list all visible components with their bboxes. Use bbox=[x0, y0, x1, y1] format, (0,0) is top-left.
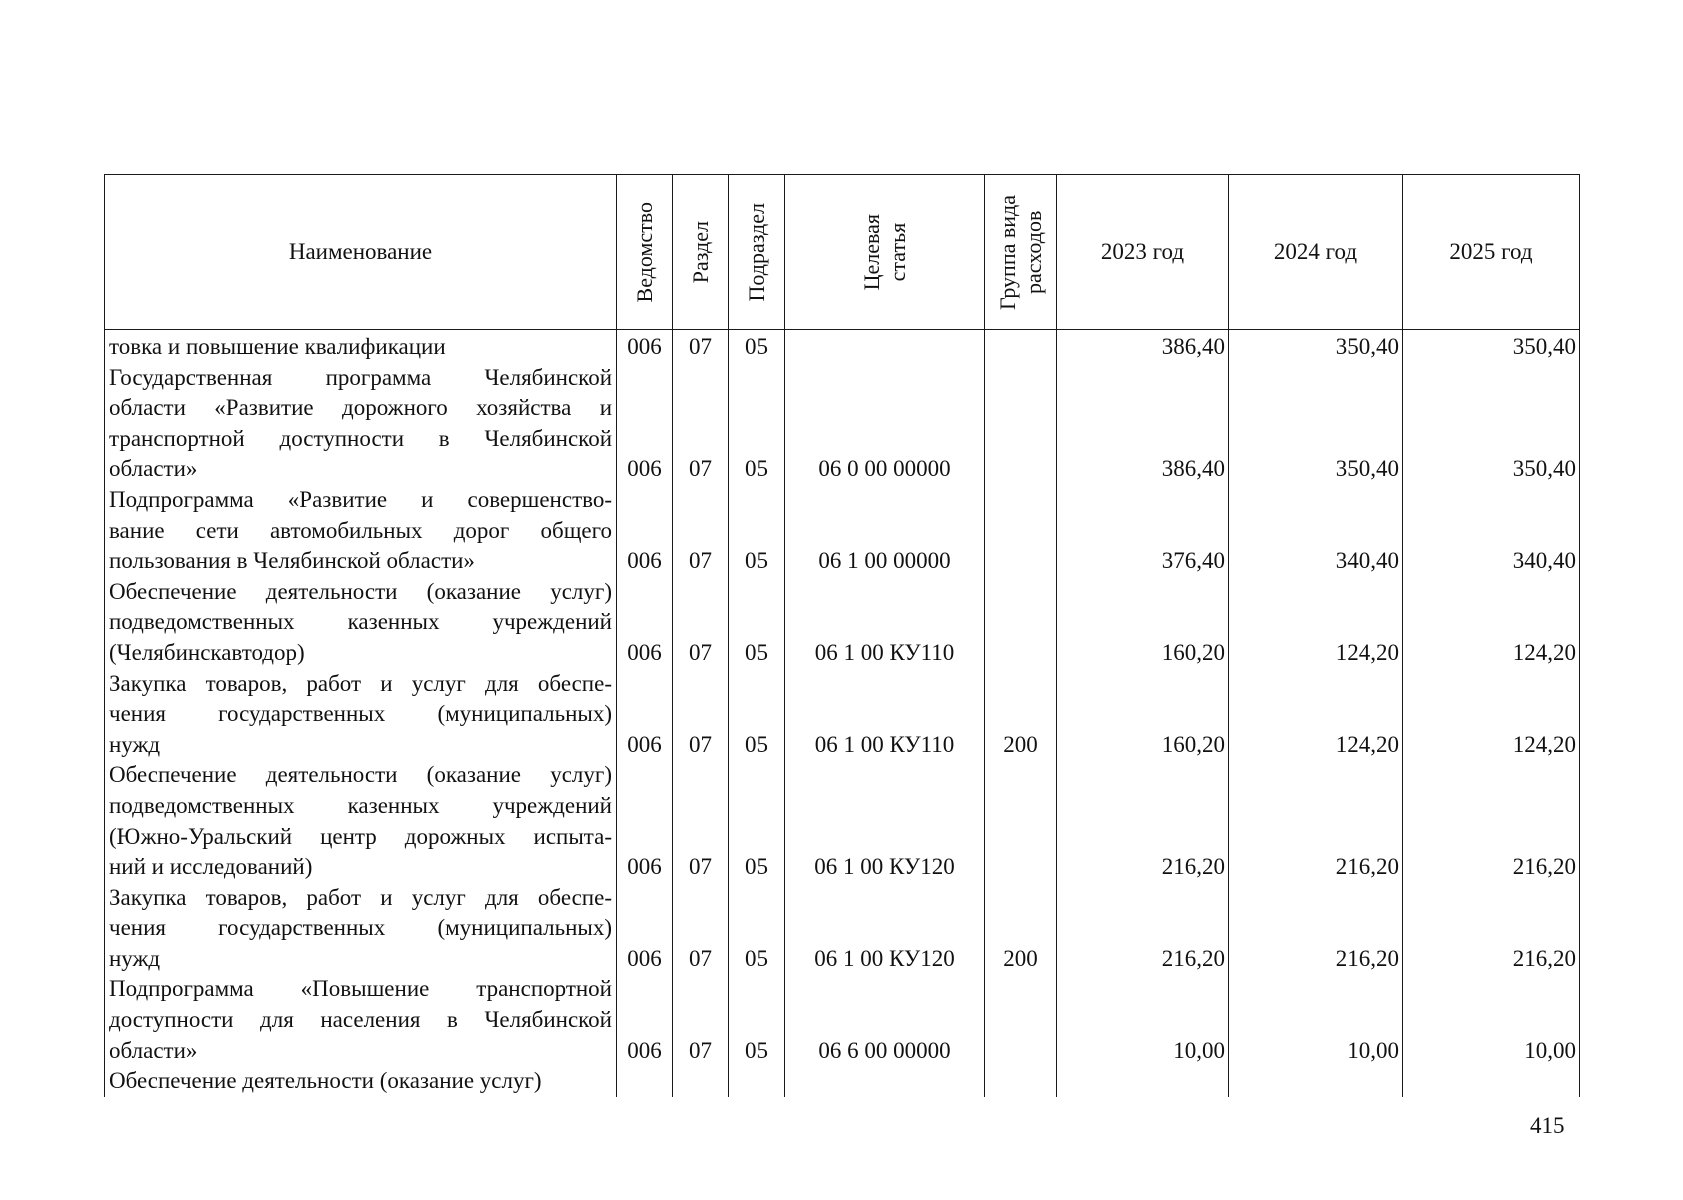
cell-y2024: 124,20 bbox=[1229, 577, 1403, 669]
cell-razdel: 07 bbox=[673, 760, 729, 882]
header-podrazdel bbox=[729, 175, 785, 330]
header-2025: 2025 год bbox=[1403, 175, 1580, 330]
cell-podrazdel: 05 bbox=[729, 363, 785, 485]
cell-name bbox=[105, 363, 617, 485]
cell-y2025: 216,20 bbox=[1403, 883, 1580, 975]
page-number: 415 bbox=[1530, 1113, 1565, 1138]
name-line: пользования в Челябинской области» bbox=[109, 548, 475, 574]
cell-y2025: 350,40 bbox=[1403, 330, 1580, 363]
name-line: Обеспечение деятельности (оказание услуг) bbox=[109, 762, 612, 788]
table-row bbox=[105, 883, 1580, 975]
cell-podrazdel: 05 bbox=[729, 669, 785, 761]
cell-name bbox=[105, 760, 617, 882]
name-line: Закупка товаров, работ и услуг для обеспе- bbox=[109, 884, 612, 910]
table-row bbox=[105, 974, 1580, 1066]
cell-y2025: 216,20 bbox=[1403, 760, 1580, 882]
cell-name bbox=[105, 669, 617, 761]
name-line: транспортной доступности в Челябинской bbox=[109, 425, 612, 451]
cell-name bbox=[105, 883, 617, 975]
cell-y2025 bbox=[1403, 1066, 1580, 1097]
cell-y2024: 10,00 bbox=[1229, 974, 1403, 1066]
name-line: чения государственных (муниципальных) bbox=[109, 701, 612, 727]
name-line: подведомственных казенных учреждений bbox=[109, 609, 612, 635]
header-2023: 2023 год bbox=[1057, 175, 1229, 330]
table-row bbox=[105, 669, 1580, 761]
cell-vedomstvo: 006 bbox=[617, 760, 673, 882]
header-razdel bbox=[673, 175, 729, 330]
cell-y2024: 216,20 bbox=[1229, 883, 1403, 975]
cell-name bbox=[105, 1066, 617, 1097]
cell-y2024: 216,20 bbox=[1229, 760, 1403, 882]
cell-y2023: 216,20 bbox=[1057, 883, 1229, 975]
table-row bbox=[105, 485, 1580, 577]
cell-razdel: 07 bbox=[673, 330, 729, 363]
cell-razdel: 07 bbox=[673, 669, 729, 761]
cell-razdel: 07 bbox=[673, 577, 729, 669]
cell-name bbox=[105, 330, 617, 363]
cell-y2025: 10,00 bbox=[1403, 974, 1580, 1066]
cell-tselevaya: 06 6 00 00000 bbox=[785, 974, 985, 1066]
cell-gruppa bbox=[985, 974, 1057, 1066]
cell-tselevaya: 06 1 00 КУ110 bbox=[785, 669, 985, 761]
cell-name bbox=[105, 974, 617, 1066]
name-line: вание сети автомобильных дорог общего bbox=[109, 517, 612, 543]
cell-gruppa bbox=[985, 1066, 1057, 1097]
cell-podrazdel: 05 bbox=[729, 760, 785, 882]
cell-podrazdel bbox=[729, 1066, 785, 1097]
table-row bbox=[105, 363, 1580, 485]
name-line: (Челябинскавтодор) bbox=[109, 639, 305, 665]
name-line: Подпрограмма «Развитие и совершенство- bbox=[109, 486, 612, 512]
cell-razdel bbox=[673, 1066, 729, 1097]
cell-y2023: 386,40 bbox=[1057, 363, 1229, 485]
cell-gruppa bbox=[985, 330, 1057, 363]
cell-y2025: 124,20 bbox=[1403, 669, 1580, 761]
cell-gruppa bbox=[985, 363, 1057, 485]
cell-razdel: 07 bbox=[673, 485, 729, 577]
cell-gruppa bbox=[985, 577, 1057, 669]
cell-y2023: 216,20 bbox=[1057, 760, 1229, 882]
cell-y2024: 350,40 bbox=[1229, 363, 1403, 485]
cell-razdel: 07 bbox=[673, 883, 729, 975]
cell-y2023: 10,00 bbox=[1057, 974, 1229, 1066]
cell-podrazdel: 05 bbox=[729, 577, 785, 669]
name-line: Закупка товаров, работ и услуг для обеспе- bbox=[109, 670, 612, 696]
cell-gruppa: 200 bbox=[985, 883, 1057, 975]
header-gruppa-label: Группа вида расходов bbox=[994, 194, 1046, 310]
cell-vedomstvo: 006 bbox=[617, 883, 673, 975]
name-line: области» bbox=[109, 1037, 198, 1063]
cell-y2025: 124,20 bbox=[1403, 577, 1580, 669]
header-gruppa bbox=[985, 175, 1057, 330]
header-vedomstvo bbox=[617, 175, 673, 330]
name-line: Государственная программа Челябинской bbox=[109, 364, 612, 390]
header-tselevaya-label: Целевая статья bbox=[858, 213, 910, 291]
cell-y2023: 386,40 bbox=[1057, 330, 1229, 363]
cell-y2024 bbox=[1229, 1066, 1403, 1097]
header-vedomstvo-label: Ведомство bbox=[631, 201, 657, 303]
cell-y2023: 160,20 bbox=[1057, 669, 1229, 761]
cell-name bbox=[105, 485, 617, 577]
cell-tselevaya bbox=[785, 1066, 985, 1097]
header-podrazdel-label: Подраздел bbox=[743, 202, 769, 302]
cell-gruppa: 200 bbox=[985, 669, 1057, 761]
cell-vedomstvo: 006 bbox=[617, 669, 673, 761]
table-row bbox=[105, 577, 1580, 669]
cell-y2023: 376,40 bbox=[1057, 485, 1229, 577]
cell-vedomstvo: 006 bbox=[617, 974, 673, 1066]
name-line: Обеспечение деятельности (оказание услуг) bbox=[109, 578, 612, 604]
header-name: Наименование bbox=[105, 175, 617, 330]
cell-vedomstvo bbox=[617, 1066, 673, 1097]
cell-razdel: 07 bbox=[673, 363, 729, 485]
cell-y2025: 350,40 bbox=[1403, 363, 1580, 485]
cell-razdel: 07 bbox=[673, 974, 729, 1066]
cell-tselevaya: 06 1 00 КУ110 bbox=[785, 577, 985, 669]
budget-table bbox=[104, 174, 1580, 1097]
header-row bbox=[105, 175, 1580, 330]
cell-tselevaya bbox=[785, 330, 985, 363]
cell-vedomstvo: 006 bbox=[617, 577, 673, 669]
cell-name bbox=[105, 577, 617, 669]
cell-y2025: 340,40 bbox=[1403, 485, 1580, 577]
cell-y2023 bbox=[1057, 1066, 1229, 1097]
name-line: области «Развитие дорожного хозяйства и bbox=[109, 395, 612, 421]
name-line: нужд bbox=[109, 731, 161, 757]
cell-vedomstvo: 006 bbox=[617, 485, 673, 577]
cell-y2023: 160,20 bbox=[1057, 577, 1229, 669]
cell-podrazdel: 05 bbox=[729, 883, 785, 975]
header-tselevaya bbox=[785, 175, 985, 330]
cell-tselevaya: 06 1 00 КУ120 bbox=[785, 760, 985, 882]
name-line: нужд bbox=[109, 945, 161, 971]
name-line: подведомственных казенных учреждений bbox=[109, 792, 612, 818]
cell-y2024: 124,20 bbox=[1229, 669, 1403, 761]
cell-gruppa bbox=[985, 760, 1057, 882]
cell-tselevaya: 06 1 00 КУ120 bbox=[785, 883, 985, 975]
cell-podrazdel: 05 bbox=[729, 974, 785, 1066]
name-line: области» bbox=[109, 456, 198, 482]
header-2024: 2024 год bbox=[1229, 175, 1403, 330]
table-body bbox=[105, 330, 1580, 1097]
cell-vedomstvo: 006 bbox=[617, 363, 673, 485]
table-row bbox=[105, 330, 1580, 363]
name-line: Обеспечение деятельности (оказание услуг) bbox=[109, 1068, 542, 1094]
cell-y2024: 350,40 bbox=[1229, 330, 1403, 363]
table-row bbox=[105, 1066, 1580, 1097]
cell-y2024: 340,40 bbox=[1229, 485, 1403, 577]
cell-vedomstvo: 006 bbox=[617, 330, 673, 363]
name-line: доступности для населения в Челябинской bbox=[109, 1007, 612, 1033]
header-razdel-label: Раздел bbox=[687, 220, 713, 284]
name-line: товка и повышение квалификации bbox=[109, 334, 446, 359]
name-line: ний и исследований) bbox=[109, 854, 313, 880]
name-line: Подпрограмма «Повышение транспортной bbox=[109, 976, 612, 1002]
cell-podrazdel: 05 bbox=[729, 330, 785, 363]
cell-tselevaya: 06 1 00 00000 bbox=[785, 485, 985, 577]
cell-podrazdel: 05 bbox=[729, 485, 785, 577]
table-row bbox=[105, 760, 1580, 882]
cell-gruppa bbox=[985, 485, 1057, 577]
cell-tselevaya: 06 0 00 00000 bbox=[785, 363, 985, 485]
name-line: (Южно-Уральский центр дорожных испыта- bbox=[109, 823, 612, 849]
name-line: чения государственных (муниципальных) bbox=[109, 915, 612, 941]
table-header bbox=[105, 175, 1580, 330]
